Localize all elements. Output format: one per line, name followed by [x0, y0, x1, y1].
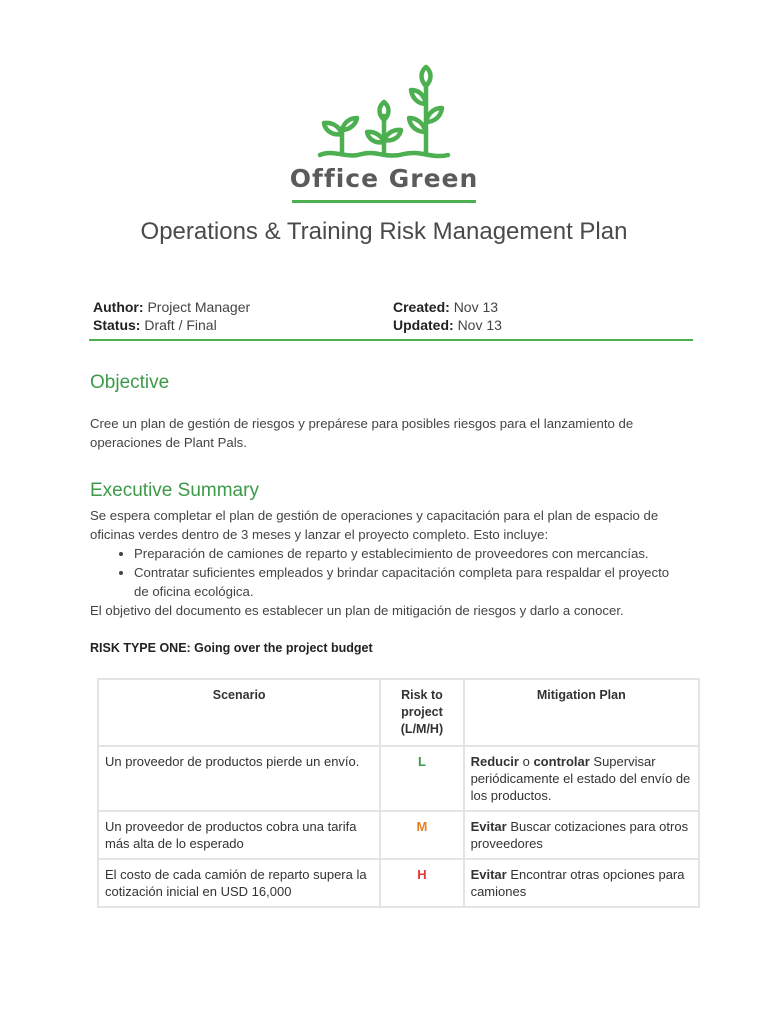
executive-summary-closing: El objetivo del documento es establecer un plan de mitigación de riesgos y darlo a conocer. — [90, 603, 624, 618]
objective-text: Cree un plan de gestión de riesgos y prepárese para posibles riesgos para el lanzamiento de operaciones de Plant Pals. — [90, 416, 634, 450]
objective-heading: Objective — [90, 372, 170, 393]
mitigation-detail: Encontrar otras opciones para camiones — [470, 867, 685, 899]
mitigation-cell — [464, 859, 699, 907]
scenario-cell: Un proveedor de productos pierde un envío. — [98, 746, 380, 811]
column-header-mitigation: Mitigation Plan — [464, 679, 699, 746]
status-field — [93, 316, 393, 334]
mitigation-action: Evitar — [470, 867, 507, 882]
mitigation-action: Reducir — [470, 754, 519, 769]
mitigation-action: Evitar — [470, 819, 507, 834]
updated-label: Updated: — [393, 317, 454, 333]
risk-table — [97, 678, 700, 908]
status-label: Status: — [93, 317, 141, 333]
mitigation-detail: Supervisar periódicamente el estado del envío de los productos. — [470, 754, 691, 803]
brand-underline — [292, 200, 476, 203]
table-header-row — [98, 679, 699, 746]
list-item: • Contratar suficientes empleados y brindar capacitación completa para respaldar el proyecto de oficina ecológica. — [134, 563, 680, 601]
created-label: Created: — [393, 299, 450, 315]
mitigation-cell — [464, 811, 699, 859]
list-item: • Preparación de camiones de reparto y establecimiento de proveedores con mercancías. — [134, 544, 680, 563]
author-label: Author: — [93, 299, 144, 315]
risk-type-one-title: RISK TYPE ONE: Going over the project budget — [90, 641, 373, 655]
table-row — [98, 746, 699, 811]
mitigation-action-secondary: controlar — [533, 754, 590, 769]
author-field — [93, 298, 393, 316]
brand-logo — [0, 60, 768, 203]
plant-sprouts-icon — [314, 60, 454, 160]
updated-value: Nov 13 — [457, 317, 502, 333]
created-field — [393, 298, 693, 316]
meta-divider — [89, 339, 693, 341]
status-value: Draft / Final — [144, 317, 217, 333]
risk-level-cell: H — [380, 859, 463, 907]
document-title: Operations & Training Risk Management Plan — [140, 218, 628, 245]
executive-summary-intro: Se espera completar el plan de gestión de operaciones y capacitación para el plan de espacio de oficinas verdes dentro de 3 meses y lanzar el proyecto completo. Esto incluye: — [90, 508, 659, 542]
table-row — [98, 859, 699, 907]
risk-level-cell: L — [380, 746, 463, 811]
executive-summary-heading: Executive Summary — [90, 480, 259, 501]
table-row — [98, 811, 699, 859]
updated-field — [393, 316, 693, 334]
mitigation-connector: o — [518, 754, 534, 769]
executive-summary-list — [90, 544, 680, 601]
risk-level-cell: M — [380, 811, 463, 859]
created-value: Nov 13 — [453, 299, 499, 315]
column-header-scenario: Scenario — [98, 679, 380, 746]
mitigation-cell — [464, 746, 699, 811]
document-meta — [93, 298, 693, 334]
mitigation-detail: Buscar cotizaciones para otros proveedores — [470, 819, 689, 851]
column-header-risk: Risk to project (L/M/H) — [380, 679, 463, 746]
author-value: Project Manager — [147, 299, 251, 315]
executive-summary-body — [90, 506, 680, 620]
scenario-cell: El costo de cada camión de reparto supera la cotización inicial en USD 16,000 — [98, 859, 380, 907]
scenario-cell: Un proveedor de productos cobra una tarifa más alta de lo esperado — [98, 811, 380, 859]
brand-name: Office Green — [289, 164, 479, 193]
